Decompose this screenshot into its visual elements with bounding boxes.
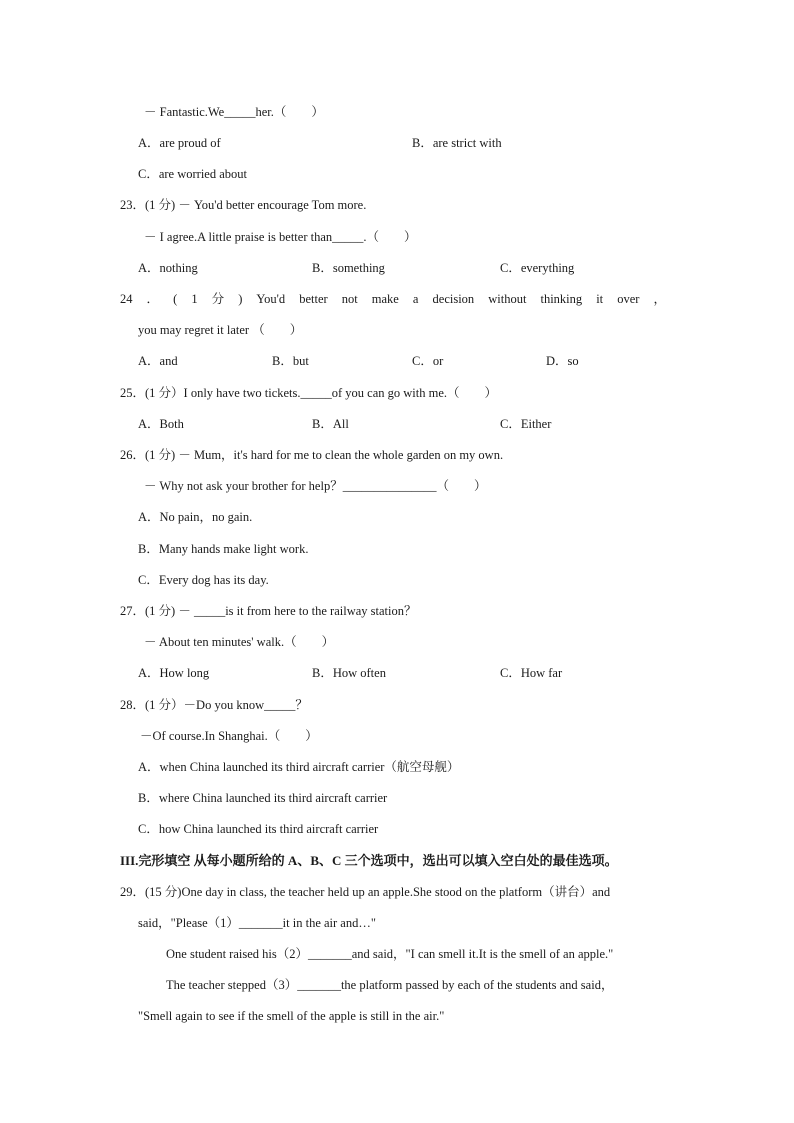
option-b: B．where China launched its third aircraft carrier xyxy=(138,791,388,805)
q22-dialog: － Fantastic.We_____her.（ ） xyxy=(144,105,324,119)
q24-continuation: you may regret it later （ ） xyxy=(138,323,303,337)
q23-dialog: － I agree.A little praise is better than_____.（ ） xyxy=(144,230,417,244)
option-b: B．Many hands make light work. xyxy=(138,542,309,556)
q24-word: You'd xyxy=(256,292,286,306)
q24-word: thinking xyxy=(540,292,583,306)
option-a: A．and xyxy=(138,354,178,368)
q24-word: a xyxy=(412,292,419,306)
q29-line-3: One student raised his（2）_______and said，"I can smell it.It is the smell of an apple." xyxy=(166,947,614,961)
option-c: C．how China launched its third aircraft carrier xyxy=(138,822,379,836)
q26-dialog: － Why not ask your brother for help？_______________（ ） xyxy=(144,479,487,493)
q24-word: it xyxy=(596,292,604,306)
q24-word: make xyxy=(371,292,399,306)
q25-stem: 25．(1 分）I only have two tickets._____of you can go with me.（ ） xyxy=(120,386,498,400)
q24-word: ， xyxy=(653,292,666,306)
q24-word: 24 xyxy=(120,292,133,306)
q24-word: better xyxy=(299,292,328,306)
q29-line-5: "Smell again to see if the smell of the apple is still in the air." xyxy=(138,1009,445,1023)
q24-stem xyxy=(120,291,666,307)
option-b: B．something xyxy=(312,261,385,275)
q24-word: 1 xyxy=(191,292,198,306)
q24-word: not xyxy=(341,292,358,306)
q24-word: without xyxy=(488,292,527,306)
option-d: D．so xyxy=(546,354,579,368)
q24-word: decision xyxy=(432,292,475,306)
q23-stem: 23．(1 分) － You'd better encourage Tom more. xyxy=(120,198,367,212)
option-c: C．Either xyxy=(500,417,552,431)
q29-line-2: said，"Please（1）_______it in the air and…" xyxy=(138,916,376,930)
option-b: B．are strict with xyxy=(412,136,502,150)
option-a: A．No pain，no gain. xyxy=(138,510,253,524)
q29-line-4: The teacher stepped（3）_______the platform passed by each of the students and said， xyxy=(166,978,614,992)
option-a: A．when China launched its third aircraft carrier（航空母舰） xyxy=(138,760,460,774)
q24-word: ． xyxy=(146,292,160,306)
option-a: A．Both xyxy=(138,417,184,431)
option-a: A．nothing xyxy=(138,261,198,275)
q29-line-1: 29．(15 分)One day in class, the teacher held up an apple.She stood on the platform（讲台）and xyxy=(120,885,611,899)
option-b: B．How often xyxy=(312,666,386,680)
option-b: B．All xyxy=(312,417,349,431)
option-c: C．are worried about xyxy=(138,167,247,181)
q24-word: over xyxy=(617,292,640,306)
q24-word: ) xyxy=(238,292,243,306)
q27-stem: 27．(1 分) － _____is it from here to the railway station？ xyxy=(120,604,417,618)
option-a: A．are proud of xyxy=(138,136,221,150)
q24-word: 分 xyxy=(211,292,225,306)
q26-stem: 26．(1 分) － Mum，it's hard for me to clean the whole garden on my own. xyxy=(120,448,504,462)
section-heading: III.完形填空 从每小题所给的 A、B、C 三个选项中，选出可以填入空白处的最佳选项。 xyxy=(120,853,618,868)
option-b: B．but xyxy=(272,354,309,368)
option-c: C．How far xyxy=(500,666,563,680)
q27-dialog: － About ten minutes' walk.（ ） xyxy=(144,635,335,649)
option-a: A．How long xyxy=(138,666,210,680)
option-c: C．everything xyxy=(500,261,575,275)
option-c: C．or xyxy=(412,354,444,368)
q28-stem: 28．(1 分）－Do you know_____？ xyxy=(120,698,308,712)
q24-word: ( xyxy=(173,292,178,306)
q28-dialog: －Of course.In Shanghai.（ ） xyxy=(140,729,318,743)
option-c: C．Every dog has its day. xyxy=(138,573,269,587)
